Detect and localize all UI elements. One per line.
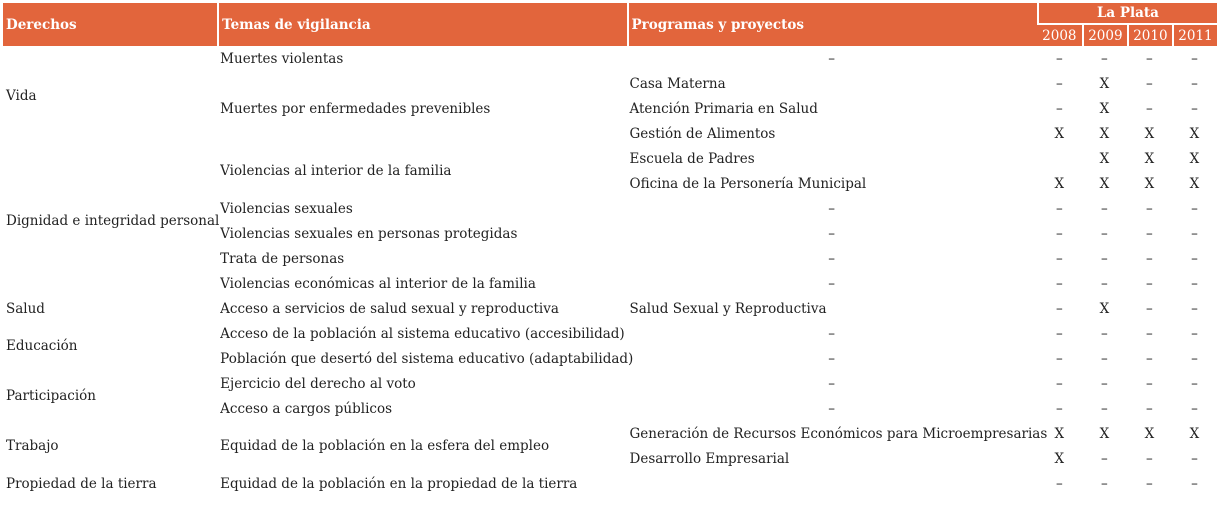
programa-cell: – [828, 50, 836, 67]
derecho-cell: Propiedad de la tierra [6, 475, 157, 492]
mark-cell: X [1099, 425, 1110, 442]
programa-cell: Generación de Recursos Económicos para Microempresarias [629, 425, 1048, 442]
programa-cell: Desarrollo Empresarial [629, 450, 790, 467]
header-temas: Temas de vigilancia [217, 3, 626, 46]
mark-cell: – [1055, 275, 1063, 292]
mark-cell: – [1191, 50, 1198, 67]
tema-cell: Violencias económicas al interior de la familia [220, 275, 536, 292]
mark-cell: – [1146, 250, 1153, 267]
tema-cell: Equidad de la población en la esfera del empleo [220, 438, 550, 454]
tema-cell: Violencias al interior de la familia [220, 163, 452, 179]
table-row [3, 471, 1217, 496]
mark-cell: – [1191, 200, 1198, 217]
mark-cell: – [1101, 375, 1108, 392]
programa-cell: – [828, 200, 836, 217]
mark-cell: X [1054, 450, 1065, 467]
programa-cell [627, 471, 1037, 496]
programa-cell: Salud Sexual y Reproductiva [629, 300, 827, 317]
mark-cell: – [1101, 475, 1108, 492]
programa-cell: Escuela de Padres [629, 150, 755, 167]
mark-cell: – [1146, 400, 1153, 417]
tema-cell: Ejercicio del derecho al voto [220, 375, 416, 392]
programa-cell: – [828, 400, 836, 417]
mark-cell: – [1191, 375, 1198, 392]
header-derechos: Derechos [3, 3, 217, 46]
programa-cell: – [828, 375, 836, 392]
mark-cell: X [1054, 125, 1065, 142]
table-row [3, 371, 1217, 396]
mark-cell: – [1146, 475, 1153, 492]
mark-cell: X [1099, 100, 1110, 117]
mark-cell: – [1191, 475, 1198, 492]
mark-cell: X [1099, 75, 1110, 92]
mark-cell: – [1055, 100, 1063, 117]
mark-cell: – [1146, 375, 1153, 392]
derecho-cell: Participación [6, 388, 96, 404]
mark-cell: – [1055, 200, 1063, 217]
mark-cell: – [1055, 400, 1063, 417]
mark-cell: X [1099, 175, 1110, 192]
header-year: 2009 [1082, 25, 1127, 46]
mark-cell: X [1189, 125, 1200, 142]
mark-cell: – [1146, 225, 1153, 242]
mark-cell: – [1146, 100, 1153, 117]
mark-cell: – [1101, 200, 1108, 217]
header-municipio: La Plata [1037, 3, 1217, 25]
mark-cell: – [1101, 250, 1108, 267]
mark-cell: – [1191, 400, 1198, 417]
programa-cell: Casa Materna [629, 75, 726, 92]
programa-cell: Oficina de la Personería Municipal [629, 175, 867, 192]
mark-cell: – [1101, 225, 1108, 242]
mark-cell: – [1055, 75, 1063, 92]
mark-cell [1037, 146, 1082, 171]
mark-cell: X [1099, 300, 1110, 317]
table-row [3, 296, 1217, 321]
tema-cell: Acceso a cargos públicos [220, 400, 393, 417]
table-row [3, 421, 1217, 446]
tema-cell: Trata de personas [220, 250, 345, 267]
tema-cell: Violencias sexuales [220, 200, 353, 217]
mark-cell: – [1146, 275, 1153, 292]
table-row [3, 46, 1217, 71]
mark-cell: – [1146, 325, 1153, 342]
programa-cell: Gestión de Alimentos [629, 125, 776, 142]
mark-cell: – [1055, 225, 1063, 242]
programa-cell: – [828, 250, 836, 267]
mark-cell: – [1146, 200, 1153, 217]
mark-cell: X [1144, 175, 1155, 192]
tema-cell: Muertes por enfermedades prevenibles [220, 100, 491, 117]
derecho-cell: Dignidad e integridad personal [6, 213, 220, 229]
mark-cell: X [1189, 175, 1200, 192]
mark-cell: – [1101, 325, 1108, 342]
mark-cell: – [1191, 250, 1198, 267]
mark-cell: – [1055, 375, 1063, 392]
derecho-cell: Vida [6, 88, 37, 104]
tema-cell: Población que desertó del sistema educativo (adaptabilidad) [220, 350, 634, 367]
mark-cell: X [1144, 125, 1155, 142]
header-year: 2011 [1172, 25, 1217, 46]
mark-cell: – [1191, 225, 1198, 242]
header-programas: Programas y proyectos [627, 3, 1037, 46]
mark-cell: X [1054, 175, 1065, 192]
programa-cell: – [828, 275, 836, 292]
mark-cell: X [1144, 425, 1155, 442]
mark-cell: – [1055, 50, 1063, 67]
mark-cell: – [1146, 50, 1153, 67]
mark-cell: – [1146, 450, 1153, 467]
mark-cell: X [1189, 150, 1200, 167]
tema-cell: Equidad de la población en la propiedad de la tierra [220, 475, 578, 492]
mark-cell: – [1146, 75, 1153, 92]
mark-cell: – [1191, 350, 1198, 367]
mark-cell: – [1055, 300, 1063, 317]
mark-cell: X [1099, 125, 1110, 142]
mark-cell: X [1144, 150, 1155, 167]
programa-cell: Atención Primaria en Salud [629, 100, 818, 117]
mark-cell: – [1191, 325, 1198, 342]
mark-cell: – [1055, 325, 1063, 342]
mark-cell: – [1101, 350, 1108, 367]
table-row [3, 146, 1217, 171]
mark-cell: – [1055, 350, 1063, 367]
programa-cell: – [828, 325, 836, 342]
mark-cell: – [1101, 450, 1108, 467]
mark-cell: – [1146, 300, 1153, 317]
mark-cell: X [1189, 425, 1200, 442]
derecho-cell: Trabajo [6, 438, 59, 454]
mark-cell: – [1101, 50, 1108, 67]
mark-cell: – [1191, 275, 1198, 292]
programa-cell: – [828, 225, 836, 242]
mark-cell: – [1101, 400, 1108, 417]
tema-cell: Acceso de la población al sistema educativo (accesibilidad) [220, 325, 625, 342]
derecho-cell: Educación [6, 338, 78, 354]
tema-cell: Violencias sexuales en personas protegidas [220, 225, 518, 242]
mark-cell: X [1054, 425, 1065, 442]
mark-cell: – [1191, 450, 1198, 467]
derecho-cell: Salud [6, 300, 45, 317]
tema-cell: Muertes violentas [220, 50, 344, 67]
header-year: 2010 [1127, 25, 1172, 46]
table-row [3, 321, 1217, 346]
mark-cell: – [1101, 275, 1108, 292]
mark-cell: – [1191, 75, 1198, 92]
tema-cell: Acceso a servicios de salud sexual y reproductiva [220, 300, 559, 317]
programa-cell: – [828, 350, 836, 367]
rights-monitoring-table [3, 3, 1217, 496]
mark-cell: – [1191, 300, 1198, 317]
mark-cell: – [1055, 250, 1063, 267]
header-year: 2008 [1037, 25, 1082, 46]
mark-cell: – [1146, 350, 1153, 367]
mark-cell: – [1191, 100, 1198, 117]
mark-cell: X [1099, 150, 1110, 167]
mark-cell: – [1055, 475, 1063, 492]
